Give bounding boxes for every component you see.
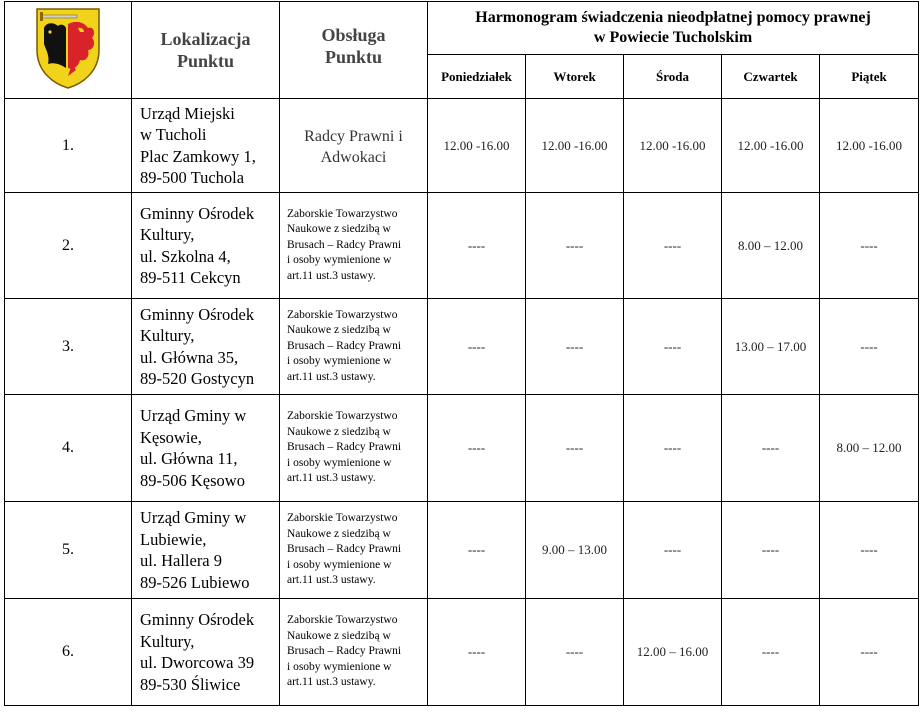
schedule-cell-friday: ----: [820, 599, 919, 706]
schedule-cell-friday: 12.00 -16.00: [820, 99, 919, 193]
schedule-title: [428, 2, 919, 55]
schedule-cell-tuesday: ----: [526, 193, 624, 299]
schedule-cell-wednesday: 12.00 -16.00: [624, 99, 722, 193]
service-header-line1: Obsługa: [321, 25, 386, 45]
service-line: Brusach – Radcy Prawni: [287, 238, 402, 251]
location-header-line1: Lokalizacja: [160, 29, 251, 49]
schedule-cell-monday: 12.00 -16.00: [428, 99, 526, 193]
location-line: Kultury,: [140, 631, 195, 651]
row-number: 4.: [5, 395, 132, 502]
schedule-cell-friday: ----: [820, 502, 919, 599]
service-line: Zaborskie Towarzystwo: [287, 308, 398, 321]
table-row: [5, 99, 919, 193]
schedule-cell-thursday: ----: [722, 599, 820, 706]
service-line: Zaborskie Towarzystwo: [287, 410, 398, 423]
schedule-cell-wednesday: ----: [624, 299, 722, 395]
location-line: 89-500 Tuchola: [140, 168, 245, 187]
row-number: 3.: [5, 299, 132, 395]
location-line: Urząd Gminy w: [140, 508, 247, 527]
table-row: [5, 193, 919, 299]
schedule-cell-tuesday: ----: [526, 599, 624, 706]
service-line: i osoby wymienione w: [287, 660, 392, 673]
schedule-cell-tuesday: ----: [526, 299, 624, 395]
schedule-cell-wednesday: ----: [624, 395, 722, 502]
schedule-cell-friday: ----: [820, 299, 919, 395]
service-line: Brusach – Radcy Prawni: [287, 543, 402, 556]
schedule-table: [4, 1, 919, 706]
location-line: Lubiewie,: [140, 529, 207, 549]
row-number: 5.: [5, 502, 132, 599]
location-cell: [132, 395, 280, 502]
schedule-cell-thursday: 13.00 – 17.00: [722, 299, 820, 395]
service-line: art.11 ust.3 ustawy.: [287, 269, 376, 282]
schedule-cell-tuesday: ----: [526, 395, 624, 502]
location-line: 89-520 Gostycyn: [140, 369, 255, 388]
schedule-cell-monday: ----: [428, 193, 526, 299]
schedule-cell-wednesday: ----: [624, 193, 722, 299]
row-number: 2.: [5, 193, 132, 299]
schedule-cell-thursday: ----: [722, 502, 820, 599]
schedule-title-line2: w Powiecie Tucholskim: [593, 29, 753, 46]
service-line: i osoby wymienione w: [287, 456, 392, 469]
service-cell: [280, 599, 428, 706]
schedule-cell-monday: ----: [428, 502, 526, 599]
schedule-cell-tuesday: 12.00 -16.00: [526, 99, 624, 193]
service-line: art.11 ust.3 ustawy.: [287, 574, 376, 587]
location-line: Kultury,: [140, 326, 195, 345]
service-line: Naukowe z siedzibą w: [287, 629, 391, 642]
service-line: Adwokaci: [320, 149, 387, 166]
location-line: 89-506 Kęsowo: [140, 470, 245, 490]
location-header: [132, 2, 280, 99]
location-line: Plac Zamkowy 1,: [140, 146, 256, 166]
location-header-line2: Punktu: [176, 51, 235, 71]
service-line: Zaborskie Towarzystwo: [287, 614, 398, 627]
location-cell: [132, 299, 280, 395]
coat-of-arms-icon: [34, 6, 102, 90]
service-line: Zaborskie Towarzystwo: [287, 207, 398, 220]
service-cell: [280, 502, 428, 599]
schedule-cell-thursday: 8.00 – 12.00: [722, 193, 820, 299]
location-line: ul. Dworcowa 39: [140, 653, 255, 672]
schedule-cell-wednesday: ----: [624, 502, 722, 599]
location-line: Kultury,: [140, 225, 195, 244]
location-line: 89-526 Lubiewo: [140, 572, 250, 592]
logo-cell: [5, 2, 132, 99]
service-line: art.11 ust.3 ustawy.: [287, 676, 376, 689]
location-line: w Tucholi: [140, 125, 207, 144]
table-row: [5, 299, 919, 395]
location-cell: [132, 599, 280, 706]
location-line: 89-530 Śliwice: [140, 674, 241, 694]
service-line: Brusach – Radcy Prawni: [287, 339, 402, 352]
day-header-wednesday: Środa: [624, 55, 722, 99]
row-number: 6.: [5, 599, 132, 706]
service-line: Zaborskie Towarzystwo: [287, 512, 398, 525]
location-line: 89-511 Cekcyn: [140, 268, 241, 287]
location-line: ul. Główna 35,: [140, 347, 239, 367]
service-header-line2: Punktu: [324, 47, 383, 67]
location-cell: [132, 502, 280, 599]
service-line: art.11 ust.3 ustawy.: [287, 472, 376, 485]
service-line: Radcy Prawni i: [304, 128, 403, 145]
service-line: i osoby wymienione w: [287, 355, 392, 368]
table-row: [5, 395, 919, 502]
location-line: ul. Hallera 9: [140, 551, 223, 570]
location-line: Kęsowie,: [140, 427, 202, 447]
location-line: Gminny Ośrodek: [140, 610, 255, 629]
day-header-thursday: Czwartek: [722, 55, 820, 99]
service-cell: [280, 299, 428, 395]
location-line: Urząd Miejski: [140, 103, 235, 123]
schedule-cell-tuesday: 9.00 – 13.00: [526, 502, 624, 599]
day-header-friday: Piątek: [820, 55, 919, 99]
location-line: Urząd Gminy w: [140, 406, 247, 425]
schedule-cell-thursday: 12.00 -16.00: [722, 99, 820, 193]
service-line: Naukowe z siedzibą w: [287, 527, 391, 540]
service-line: Naukowe z siedzibą w: [287, 324, 391, 337]
schedule-cell-friday: 8.00 – 12.00: [820, 395, 919, 502]
service-line: Naukowe z siedzibą w: [287, 425, 391, 438]
service-cell: [280, 99, 428, 193]
location-line: ul. Szkolna 4,: [140, 246, 231, 266]
day-header-tuesday: Wtorek: [526, 55, 624, 99]
location-line: Gminny Ośrodek: [140, 203, 255, 223]
service-line: Naukowe z siedzibą w: [287, 223, 391, 236]
service-line: Brusach – Radcy Prawni: [287, 441, 402, 454]
location-cell: [132, 99, 280, 193]
header-row-1: [5, 2, 919, 55]
table-row: [5, 502, 919, 599]
table-row: [5, 599, 919, 706]
schedule-cell-monday: ----: [428, 299, 526, 395]
location-cell: [132, 193, 280, 299]
service-header: [280, 2, 428, 99]
schedule-cell-friday: ----: [820, 193, 919, 299]
day-header-monday: Poniedziałek: [428, 55, 526, 99]
schedule-cell-monday: ----: [428, 599, 526, 706]
schedule-cell-wednesday: 12.00 – 16.00: [624, 599, 722, 706]
service-line: Brusach – Radcy Prawni: [287, 645, 402, 658]
row-number: 1.: [5, 99, 132, 193]
service-cell: [280, 395, 428, 502]
service-line: i osoby wymienione w: [287, 254, 392, 267]
schedule-title-line1: Harmonogram świadczenia nieodpłatnej pomocy prawnej: [475, 9, 871, 26]
schedule-cell-monday: ----: [428, 395, 526, 502]
location-line: Gminny Ośrodek: [140, 304, 255, 324]
schedule-cell-thursday: ----: [722, 395, 820, 502]
service-cell: [280, 193, 428, 299]
service-line: art.11 ust.3 ustawy.: [287, 370, 376, 383]
service-line: i osoby wymienione w: [287, 558, 392, 571]
location-line: ul. Główna 11,: [140, 449, 238, 468]
